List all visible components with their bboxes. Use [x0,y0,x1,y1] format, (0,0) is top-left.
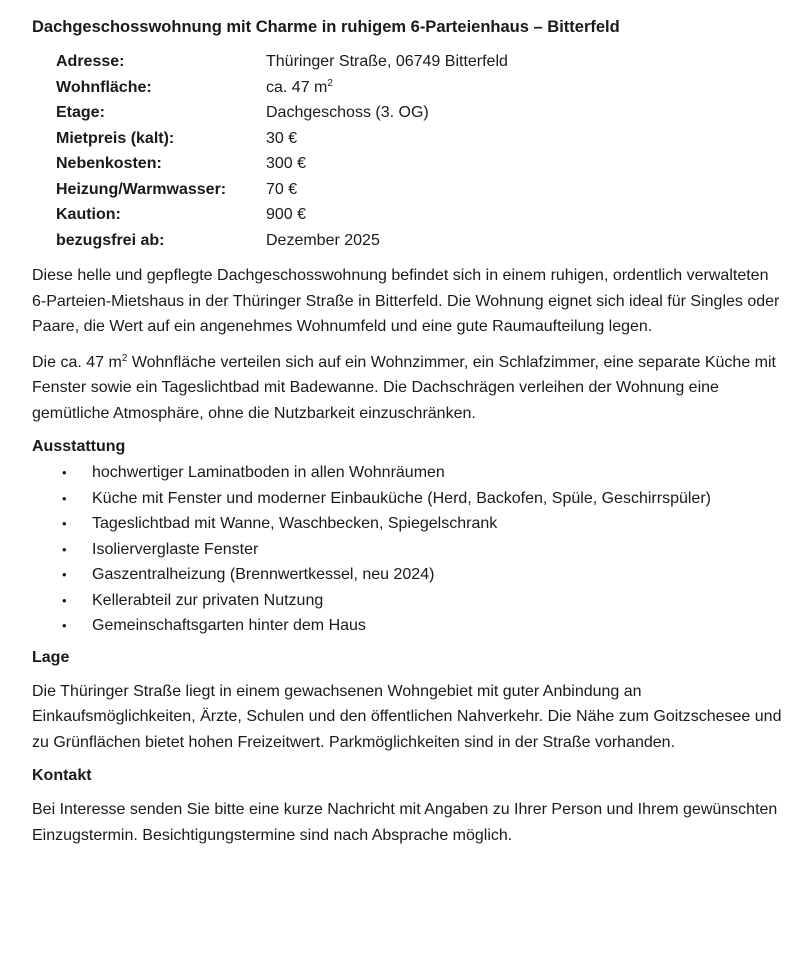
list-item [32,460,784,486]
lage-heading: Lage [32,648,70,666]
list-item-text: Gaszentralheizung (Brennwertkessel, neu 2024) [92,566,435,583]
fact-label: Kaution: [56,206,121,223]
lage-paragraph: Die Thüringer Straße liegt in einem gewachsenen Wohngebiet mit guter Anbindung an Einkaufsmöglichkeiten, Ärzte, Schulen und den öffentlichen Nahverkehr. Die Nähe zum Goitzschesee und zu Grünflächen bietet hohen Freizeitwert. Parkmöglichkeiten sind in der Straße vorhanden. [32,682,782,751]
fact-label: Nebenkosten: [56,155,162,172]
fact-label: Heizung/Warmwasser: [56,180,227,198]
fact-value-text: ca. 47 m [266,78,328,96]
list-item-text: Gemeinschaftsgarten hinter dem Haus [92,617,366,634]
fact-value: 70 € [266,180,298,198]
fact-label: bezugsfrei ab: [56,231,165,249]
fact-value [266,77,508,103]
kontakt-paragraph: Bei Interesse senden Sie bitte eine kurze Nachricht mit Angaben zu Ihrer Person und Ihrem gewünschten Einzugstermin. Besichtigungstermine sind nach Absprache möglich. [32,801,778,844]
fact-value: Dachgeschoss (3. OG) [266,104,429,121]
kontakt-heading: Kontakt [32,767,92,784]
ausstattung-heading: Ausstattung [32,438,126,455]
bullet-icon: • [62,592,67,608]
fact-value: 300 € [266,155,307,172]
fact-row [56,102,508,128]
list-item-text: Isolierverglaste Fenster [92,540,259,558]
list-item [32,537,784,563]
list-item-text: hochwertiger Laminatboden in allen Wohnräumen [92,464,445,481]
rooms-paragraph [32,350,784,427]
bullet-icon: • [62,490,67,506]
rooms-text-post: Wohnfläche verteilen sich auf ein Wohnzimmer, ein Schlafzimmer, eine separate Küche mit Fenster sowie ein Tageslichtbad mit Badewanne. Die Dachschrägen verleihen der Wohnung eine gemütliche Atmosphäre, ohne die Nutzbarkeit einzuschränken. [32,353,776,422]
rooms-text-pre: Die ca. 47 m [32,353,122,371]
list-item [32,588,784,614]
feature-list [32,460,784,639]
bullet-icon: • [62,567,67,582]
list-item-text: Kellerabteil zur privaten Nutzung [92,591,324,609]
list-item [32,613,784,639]
list-item [32,486,784,512]
fact-row [56,128,508,154]
list-item [32,562,784,588]
fact-row [56,179,508,205]
fact-label: Adresse: [56,53,125,70]
fact-value: 900 € [266,206,307,223]
list-item-text: Tageslichtbad mit Wanne, Waschbecken, Spiegelschrank [92,515,498,532]
fact-label: Mietpreis (kalt): [56,129,175,147]
fact-value: Dezember 2025 [266,231,380,249]
superscript: 2 [327,77,333,89]
listing-title: Dachgeschosswohnung mit Charme in ruhigem 6-Parteienhaus – Bitterfeld [32,18,620,36]
bullet-icon: • [62,541,67,557]
fact-row [56,230,508,256]
superscript: 2 [121,352,128,364]
bullet-icon: • [62,465,67,480]
fact-label: Wohnfläche: [56,78,152,96]
fact-value: 30 € [266,129,298,147]
fact-row [56,153,508,179]
fact-row [56,204,508,230]
list-item-text: Küche mit Fenster und moderner Einbauküche (Herd, Backofen, Spüle, Geschirrspüler) [92,489,711,507]
fact-value: Thüringer Straße, 06749 Bitterfeld [266,53,508,70]
bullet-icon: • [62,618,67,633]
fact-row [56,77,508,103]
facts-table [56,51,508,255]
intro-paragraph: Diese helle und gepflegte Dachgeschosswohnung befindet sich in einem ruhigen, ordentlich verwalteten 6-Parteien-Mietshaus in der Thüringer Straße in Bitterfeld. Die Wohnung eignet sich ideal für Singles oder Paare, die Wert auf ein angenehmes Wohnumfeld und eine gute Raumaufteilung legen. [32,267,780,335]
bullet-icon: • [62,516,67,531]
fact-label: Etage: [56,104,105,121]
list-item [32,511,784,537]
fact-row [56,51,508,77]
